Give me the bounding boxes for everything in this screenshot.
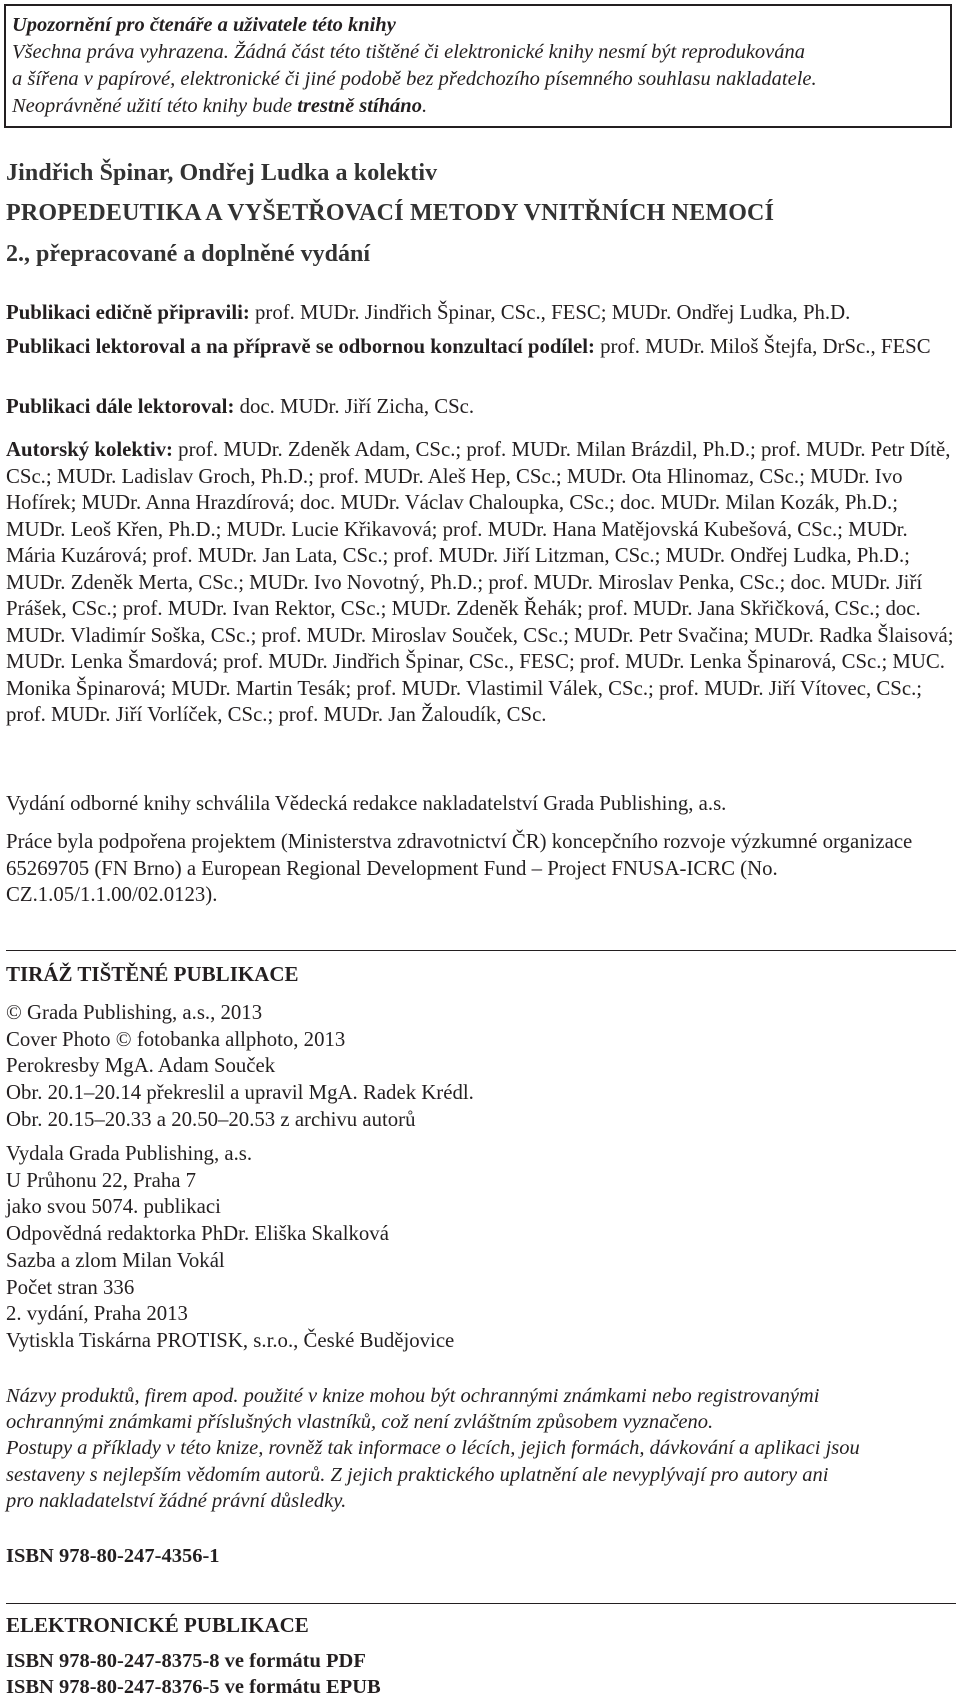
publisher-detail-line: Odpovědná redaktorka PhDr. Eliška Skalková [6, 1222, 389, 1246]
book-title: PROPEDEUTIKA A VYŠETŘOVACÍ METODY VNITŘNÍCH NEMOCÍ [6, 200, 775, 226]
publisher-detail-line: U Průhonu 22, Praha 7 [6, 1168, 197, 1192]
publisher-detail-line: Počet stran 336 [6, 1275, 135, 1299]
section-divider [6, 950, 956, 951]
notice-emphasis: trestně stíháno [297, 95, 422, 117]
disclaimer-line: ochrannými známkami příslušných vlastníků, což není zvláštním způsobem vyznačeno. [6, 1411, 714, 1434]
author-team-label: Autorský kolektiv: [6, 438, 173, 461]
notice-line-end: . [421, 95, 428, 117]
book-edition: 2., přepracované a doplněné vydání [6, 241, 371, 267]
editors-value: prof. MUDr. Jindřich Špinar, CSc., FESC; MUDr. Ondřej Ludka, Ph.D. [249, 301, 851, 324]
notice-line: Všechna práva vyhrazena. Žádná část této tištěné či elektronické knihy nesmí být reprodukována [12, 41, 806, 63]
book-authors: Jindřich Špinar, Ondřej Ludka a kolektiv [6, 160, 438, 186]
electronic-isbn: ISBN 978-80-247-8376-5 ve formátu EPUB [6, 1676, 381, 1698]
copyright-notice-box [4, 4, 952, 128]
approval-note: Vydání odborné knihy schválila Vědecká redakce nakladatelství Grada Publishing, a.s. [6, 792, 727, 815]
publisher-detail-line: 2. vydání, Praha 2013 [6, 1302, 188, 1326]
print-credits-list [6, 1000, 956, 1134]
editors-credit [6, 300, 956, 327]
notice-line-text: Neoprávněné užití této knihy bude [12, 95, 298, 117]
publisher-detail-line: jako svou 5074. publikaci [6, 1195, 221, 1219]
print-credit-line: © Grada Publishing, a.s., 2013 [6, 1001, 263, 1024]
disclaimer-line: Postupy a příklady v této knize, rovněž tak informace o lécích, jejich formách, dávkování a aplikaci jsou [6, 1437, 860, 1460]
reviewer-value: prof. MUDr. Miloš Štejfa, DrSc., FESC [594, 335, 931, 358]
publisher-detail-line: Vydala Grada Publishing, a.s. [6, 1142, 253, 1165]
electronic-section-heading: ELEKTRONICKÉ PUBLIKACE [6, 1613, 309, 1637]
disclaimer-line: Názvy produktů, firem apod. použité v knize mohou být ochrannými známkami nebo registrovanými [6, 1385, 820, 1407]
reviewer2-value: doc. MUDr. Jiří Zicha, CSc. [234, 395, 475, 418]
print-credit-line: Obr. 20.15–20.33 a 20.50–20.53 z archivu autorů [6, 1107, 416, 1131]
notice-line: a šířena v papírové, elektronické či jiné podobě bez předchozího písemného souhlasu nakladatele. [12, 68, 817, 90]
reviewer2-credit [6, 394, 956, 421]
disclaimer-line: pro nakladatelství žádné právní důsledky. [6, 1489, 347, 1512]
publisher-detail-line: Vytiskla Tiskárna PROTISK, s.r.o., České Budějovice [6, 1328, 455, 1352]
legal-disclaimer [6, 1383, 956, 1514]
print-credit-line: Obr. 20.1–20.14 překreslil a upravil MgA. Radek Krédl. [6, 1081, 474, 1105]
notice-title: Upozornění pro čtenáře a uživatele této knihy [12, 14, 396, 36]
notice-line [12, 93, 940, 120]
print-section-heading: TIRÁŽ TIŠTĚNÉ PUBLIKACE [6, 962, 299, 986]
electronic-isbn: ISBN 978-80-247-8375-8 ve formátu PDF [6, 1650, 366, 1672]
print-isbn: ISBN 978-80-247-4356-1 [6, 1545, 220, 1567]
section-divider [6, 1603, 956, 1604]
editors-label: Publikaci edičně připravili: [6, 301, 250, 324]
publisher-detail-line: Sazba a zlom Milan Vokál [6, 1248, 225, 1272]
reviewer-label: Publikaci lektoroval a na přípravě se odbornou konzultací podílel: [6, 335, 595, 358]
grant-note: Práce byla podpořena projektem (Ministerstva zdravotnictví ČR) koncepčního rozvoje výzkumné organizace 65269705 (FN Brno) a European Regional Development Fund – Project FNUSA-ICRC (No. CZ.1.05/1.1.00/02.0123). [6, 830, 913, 906]
author-team [6, 437, 956, 729]
author-team-list: prof. MUDr. Zdeněk Adam, CSc.; prof. MUDr. Milan Brázdil, Ph.D.; prof. MUDr. Petr Dítě, CSc.; MUDr. Ladislav Groch, Ph.D.; prof. MUDr. Aleš Hep, CSc.; MUDr. Ota Hlinomaz, CSc.; MUDr. Ivo Hofírek; MUDr. Anna Hrazdírová; doc. MUDr. Václav Chaloupka, CSc.; doc. MUDr. Milan Kozák, Ph.D.; MUDr. Leoš Křen, Ph.D.; MUDr. Lucie Křikavová; prof. MUDr. Hana Matějovská Kubešová, CSc.; MUDr. Mária Kuzárová; prof. MUDr. Jan Lata, CSc.; prof. MUDr. Jiří Litzman, CSc.; MUDr. Ondřej Ludka, Ph.D.; MUDr. Zdeněk Merta, CSc.; MUDr. Ivo Novotný, Ph.D.; prof. MUDr. Miroslav Penka, CSc.; doc. MUDr. Jiří Prášek, CSc.; prof. MUDr. Ivan Rektor, CSc.; MUDr. Zdeněk Řehák; prof. MUDr. Jana Skřičková, CSc.; doc. MUDr. Vladimír Soška, CSc.; prof. MUDr. Miroslav Souček, CSc.; MUDr. Petr Svačina; MUDr. Radka Šlaisová; MUDr. Lenka Šmardová; prof. MUDr. Jindřich Špinar, CSc., FESC; prof. MUDr. Lenka Špinarová, CSc.; MUC. Monika Špinarová; MUDr. Martin Tesák; prof. MUDr. Vlastimil Válek, CSc.; prof. MUDr. Jiří Vítovec, CSc.; prof. MUDr. Jiří Vorlíček, CSc.; prof. MUDr. Jan Žaloudík, CSc. [6, 438, 954, 726]
reviewer2-label: Publikaci dále lektoroval: [6, 395, 235, 418]
reviewer-credit [6, 334, 956, 361]
disclaimer-line: sestaveny s nejlepším vědomím autorů. Z jejich praktického uplatnění ale nevyplývají pro autory ani [6, 1463, 829, 1486]
print-credit-line: Perokresby MgA. Adam Souček [6, 1054, 276, 1078]
publisher-details-list [6, 1141, 956, 1355]
electronic-isbn-list [6, 1648, 956, 1700]
print-credit-line: Cover Photo © fotobanka allphoto, 2013 [6, 1027, 346, 1051]
